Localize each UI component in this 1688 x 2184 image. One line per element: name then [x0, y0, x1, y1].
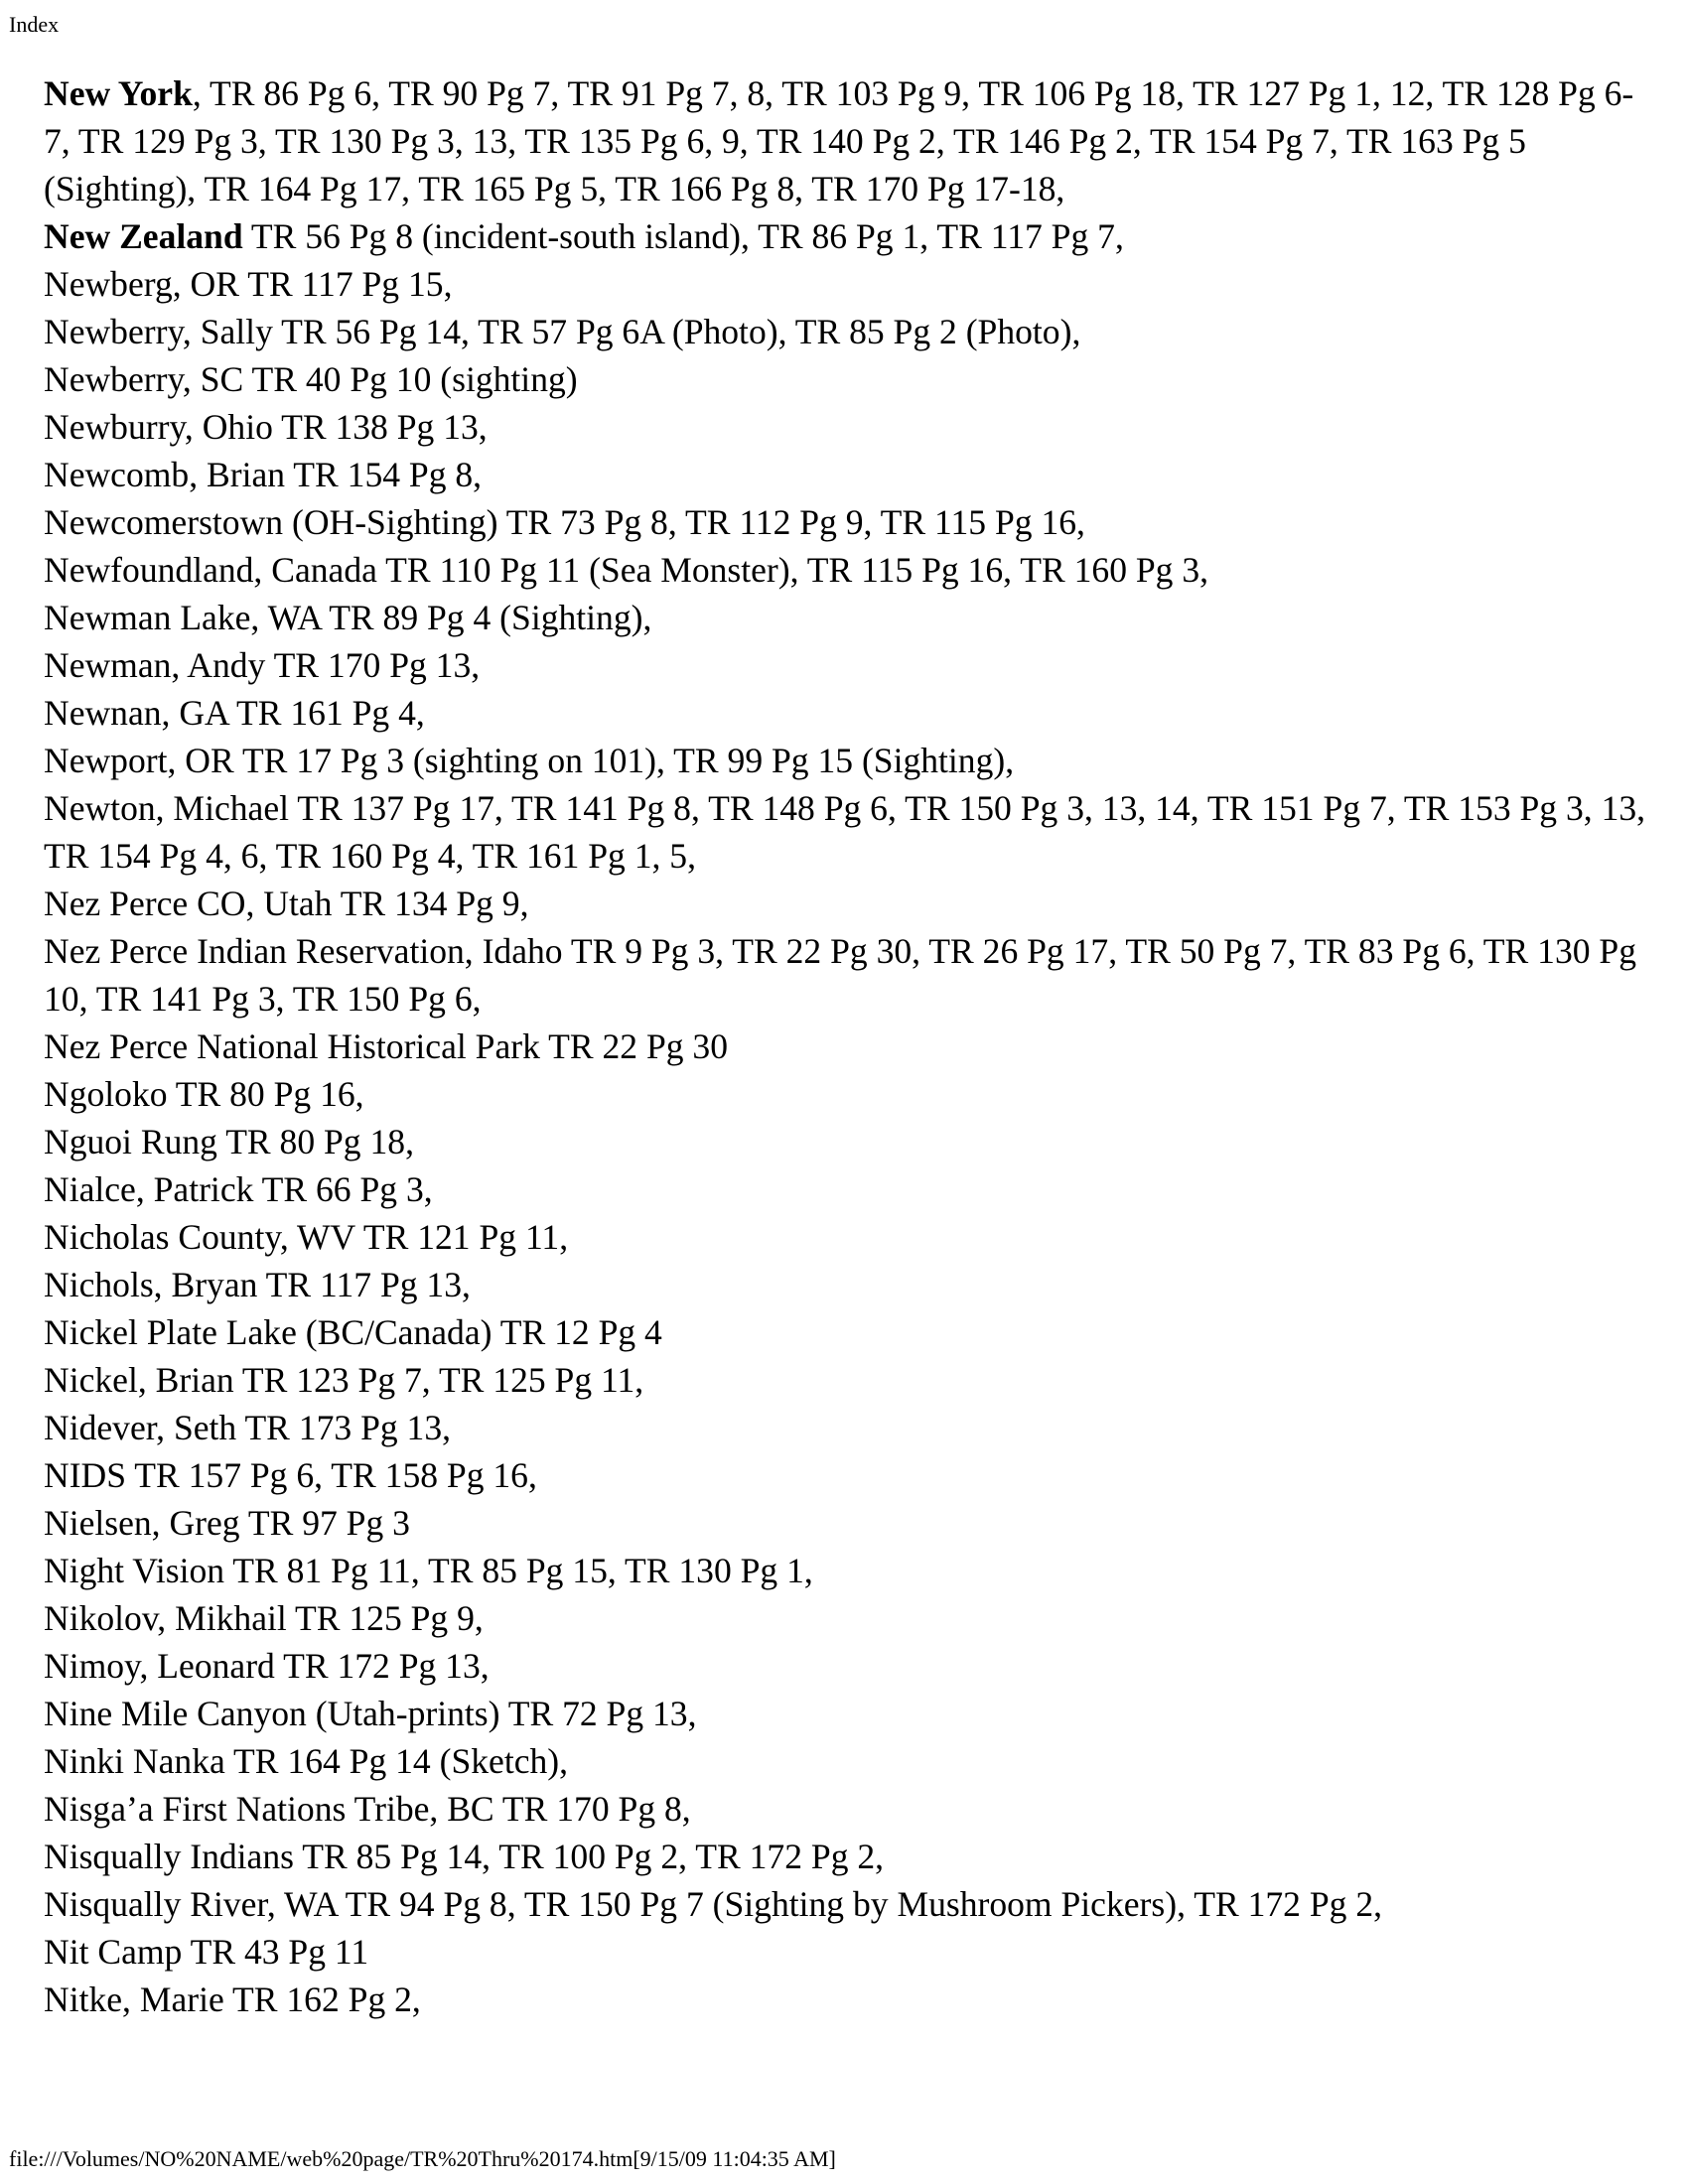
index-entry [44, 1404, 1652, 1451]
index-entry-text: Newton, Michael TR 137 Pg 17, TR 141 Pg 8, TR 148 Pg 6, TR 150 Pg 3, 13, 14, TR 151 Pg 7, TR 153 Pg 3, 13, TR 154 Pg 4, 6, TR 160 Pg 4, TR 161 Pg 1, 5, [44, 788, 1646, 876]
index-entry-text: Nielsen, Greg TR 97 Pg 3 [44, 1503, 410, 1543]
index-entry-text: Nez Perce Indian Reservation, Idaho TR 9 Pg 3, TR 22 Pg 30, TR 26 Pg 17, TR 50 Pg 7, TR 83 Pg 6, TR 130 Pg 10, TR 141 Pg 3, TR 150 Pg 6, [44, 931, 1637, 1019]
index-entry [44, 1499, 1652, 1547]
index-entry [44, 1880, 1652, 1928]
index-entry-text: Nickel, Brian TR 123 Pg 7, TR 125 Pg 11, [44, 1360, 644, 1400]
index-entry [44, 355, 1652, 403]
index-entry [44, 689, 1652, 737]
index-entry-text: Ngoloko TR 80 Pg 16, [44, 1074, 364, 1114]
index-entry-text: TR 56 Pg 8 (incident-south island), TR 86 Pg 1, TR 117 Pg 7, [242, 216, 1124, 256]
index-entry-text: Nguoi Rung TR 80 Pg 18, [44, 1122, 414, 1161]
page-header-title: Index [9, 12, 60, 37]
index-entry [44, 1594, 1652, 1642]
index-entry-text: Newberry, Sally TR 56 Pg 14, TR 57 Pg 6A (Photo), TR 85 Pg 2 (Photo), [44, 312, 1081, 351]
index-entry-text: Newman, Andy TR 170 Pg 13, [44, 645, 481, 685]
index-entry-text: Newman Lake, WA TR 89 Pg 4 (Sighting), [44, 598, 652, 637]
index-entry-text: Nickel Plate Lake (BC/Canada) TR 12 Pg 4 [44, 1312, 662, 1352]
index-entry-heading: New Zealand [44, 216, 243, 256]
index-entry [44, 784, 1652, 880]
index-entry-text: Newcomb, Brian TR 154 Pg 8, [44, 455, 483, 494]
index-entry-text: Nicholas County, WV TR 121 Pg 11, [44, 1217, 569, 1257]
index-entry [44, 641, 1652, 689]
index-entry [44, 546, 1652, 594]
index-entry [44, 1070, 1652, 1118]
index-entry [44, 1165, 1652, 1213]
index-entry-text: Newfoundland, Canada TR 110 Pg 11 (Sea Monster), TR 115 Pg 16, TR 160 Pg 3, [44, 550, 1209, 590]
index-entry [44, 1785, 1652, 1833]
index-entry [44, 403, 1652, 451]
index-entry [44, 1690, 1652, 1737]
index-entry [44, 498, 1652, 546]
index-entry [44, 69, 1652, 212]
index-entry [44, 1642, 1652, 1690]
index-entry-text: Nisqually River, WA TR 94 Pg 8, TR 150 Pg 7 (Sighting by Mushroom Pickers), TR 172 Pg 2, [44, 1884, 1383, 1924]
index-entry-text: Nisga’a First Nations Tribe, BC TR 170 Pg 8, [44, 1789, 691, 1829]
index-entry-heading: New York [44, 73, 193, 113]
index-entry [44, 308, 1652, 355]
index-list [44, 69, 1652, 2023]
index-entry-text: Nit Camp TR 43 Pg 11 [44, 1932, 369, 1972]
index-entry-text: Nidever, Seth TR 173 Pg 13, [44, 1408, 452, 1447]
index-entry [44, 1547, 1652, 1594]
index-entry [44, 594, 1652, 641]
index-entry [44, 1976, 1652, 2023]
index-entry [44, 1213, 1652, 1261]
index-entry-text: Newport, OR TR 17 Pg 3 (sighting on 101), TR 99 Pg 15 (Sighting), [44, 741, 1015, 780]
index-entry [44, 1023, 1652, 1070]
index-entry-text: Nikolov, Mikhail TR 125 Pg 9, [44, 1598, 484, 1638]
index-entry-text: Newnan, GA TR 161 Pg 4, [44, 693, 425, 733]
index-entry [44, 212, 1652, 260]
index-entry [44, 1737, 1652, 1785]
index-entry-text: , TR 86 Pg 6, TR 90 Pg 7, TR 91 Pg 7, 8, TR 103 Pg 9, TR 106 Pg 18, TR 127 Pg 1, 12, TR 128 Pg 6-7, TR 129 Pg 3, TR 130 Pg 3, 13, TR 135 Pg 6, 9, TR 140 Pg 2, TR 146 Pg 2, TR 154 Pg 7, TR 163 Pg 5 (Sighting), TR 164 Pg 17, TR 165 Pg 5, TR 166 Pg 8, TR 170 Pg 17-18, [44, 73, 1634, 208]
index-entry-text: Nisqually Indians TR 85 Pg 14, TR 100 Pg 2, TR 172 Pg 2, [44, 1837, 885, 1876]
index-entry [44, 737, 1652, 784]
index-entry-text: Ninki Nanka TR 164 Pg 14 (Sketch), [44, 1741, 569, 1781]
index-entry [44, 1833, 1652, 1880]
index-entry [44, 927, 1652, 1023]
index-entry-text: Newcomerstown (OH-Sighting) TR 73 Pg 8, TR 112 Pg 9, TR 115 Pg 16, [44, 502, 1085, 542]
index-entry-text: Nez Perce CO, Utah TR 134 Pg 9, [44, 884, 529, 923]
index-entry-text: Night Vision TR 81 Pg 11, TR 85 Pg 15, TR 130 Pg 1, [44, 1551, 813, 1590]
index-entry [44, 1356, 1652, 1404]
index-entry-text: Newburry, Ohio TR 138 Pg 13, [44, 407, 488, 447]
index-entry-text: Nimoy, Leonard TR 172 Pg 13, [44, 1646, 490, 1686]
index-entry [44, 1308, 1652, 1356]
index-entry [44, 1118, 1652, 1165]
index-entry [44, 880, 1652, 927]
page-footer-url: file:///Volumes/NO%20NAME/web%20page/TR%20Thru%20174.htm[9/15/09 11:04:35 AM] [9, 2146, 836, 2171]
index-entry-text: Newberry, SC TR 40 Pg 10 (sighting) [44, 359, 578, 399]
index-entry-text: Nichols, Bryan TR 117 Pg 13, [44, 1265, 471, 1304]
index-entry [44, 451, 1652, 498]
index-entry [44, 1451, 1652, 1499]
index-entry-text: Nez Perce National Historical Park TR 22 Pg 30 [44, 1026, 729, 1066]
index-entry-text: Newberg, OR TR 117 Pg 15, [44, 264, 453, 304]
index-entry [44, 260, 1652, 308]
index-entry-text: Nialce, Patrick TR 66 Pg 3, [44, 1169, 433, 1209]
index-entry-text: Nine Mile Canyon (Utah-prints) TR 72 Pg 13, [44, 1694, 697, 1733]
index-entry [44, 1261, 1652, 1308]
index-entry [44, 1928, 1652, 1976]
index-entry-text: Nitke, Marie TR 162 Pg 2, [44, 1979, 421, 2019]
index-entry-text: NIDS TR 157 Pg 6, TR 158 Pg 16, [44, 1455, 537, 1495]
